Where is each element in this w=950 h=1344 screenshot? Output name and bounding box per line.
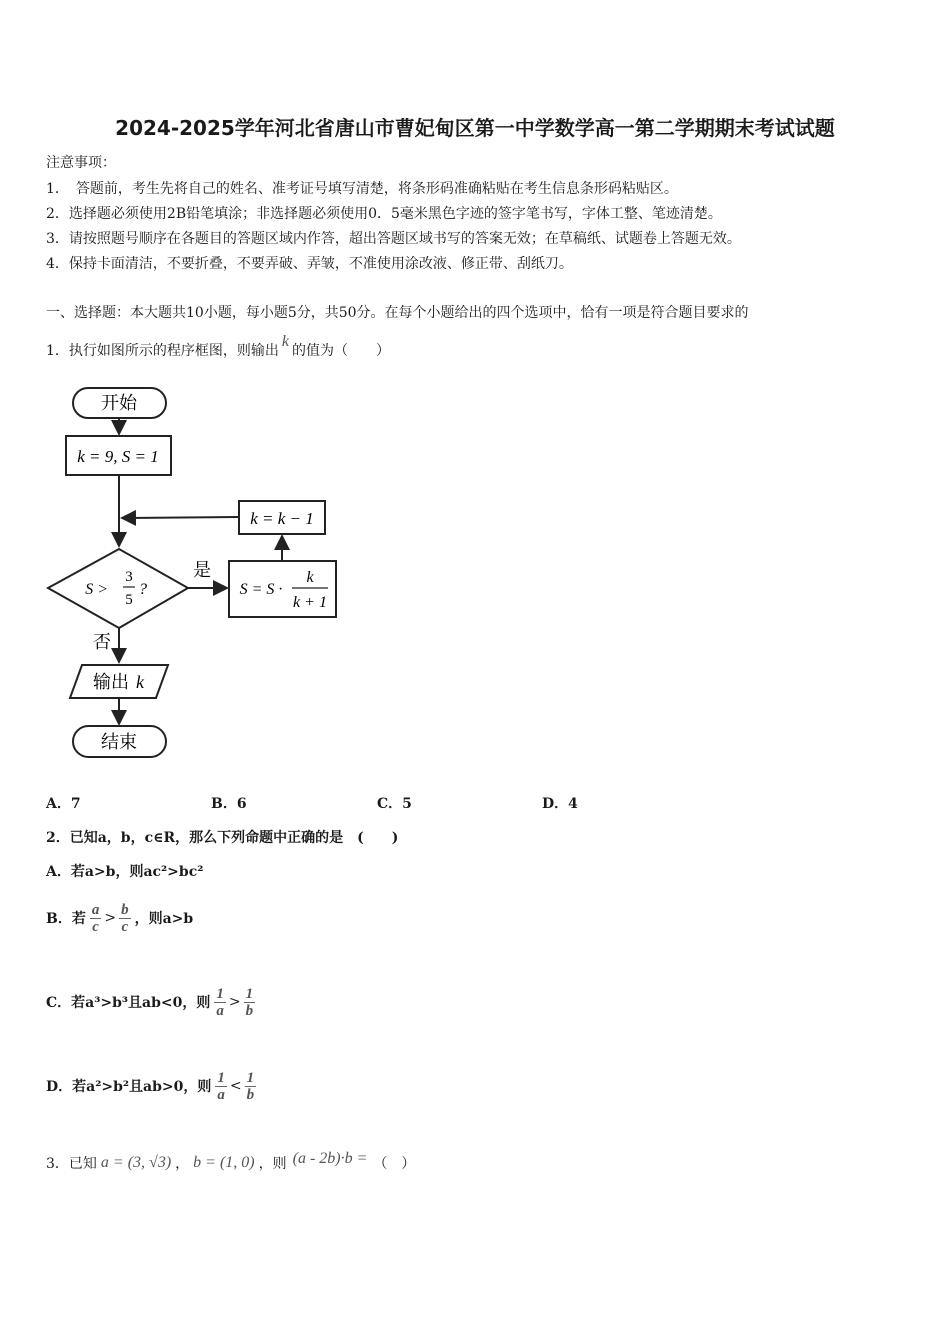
q3-sep: ，则: [258, 1156, 287, 1172]
flowchart: [40, 378, 350, 768]
question-2-stem: 2．已知a，b，c∈R，那么下列命题中正确的是 ( ): [46, 830, 399, 846]
flow-init-label: k = 9, S = 1: [77, 447, 159, 466]
notice-item: 3．请按照题号顺序在各题目的答题区域内作答，超出答题区域书写的答案无效；在草稿纸、试题卷上答题无效。: [46, 231, 741, 247]
operator: <: [229, 1078, 242, 1094]
denominator: a: [216, 1002, 224, 1019]
option-text: B．若: [46, 911, 86, 927]
q3-prefix: 3．已知: [46, 1156, 97, 1172]
flow-update-label: k = k − 1: [250, 509, 314, 528]
flow-cond-num: 3: [125, 569, 133, 585]
option-label: A．: [46, 796, 71, 812]
q1-option-a[interactable]: [46, 793, 81, 813]
option-text: ，则a>b: [134, 911, 194, 927]
denominator: a: [217, 1086, 225, 1103]
option-text: D．若a²>b²且ab>0，则: [46, 1079, 212, 1095]
q1-option-d[interactable]: [542, 793, 578, 813]
fraction: [215, 1070, 227, 1103]
q1-prefix: 1．执行如图所示的程序框图，则输出: [46, 343, 279, 359]
flow-end-label: 结束: [101, 732, 137, 752]
numerator: 1: [217, 1069, 225, 1086]
flow-yes-label: 是: [193, 560, 211, 580]
q2-option-b[interactable]: [46, 896, 193, 940]
numerator: b: [121, 901, 129, 918]
flow-cond-den: 5: [125, 592, 133, 608]
denominator: c: [121, 918, 129, 935]
option-value: 6: [236, 796, 247, 812]
section-heading: 一、选择题：本大题共10小题，每小题5分，共50分。在每个小题给出的四个选项中，恰有一项是符合题目要求的: [46, 305, 749, 321]
q2-option-a[interactable]: A．若a>b，则ac²>bc²: [46, 864, 204, 880]
flow-start-label: 开始: [101, 393, 137, 413]
option-label: B．: [211, 796, 237, 812]
numerator: 1: [245, 985, 254, 1002]
option-value: 5: [402, 796, 412, 812]
q3-suffix: （ ）: [373, 1156, 416, 1172]
q3-sep: ，: [175, 1156, 190, 1172]
flow-cond-q: ?: [139, 581, 147, 598]
numerator: 1: [216, 985, 224, 1002]
operator: >: [228, 994, 241, 1010]
q3-a-expr: a = (3, √3): [100, 1154, 172, 1171]
flow-output-var: k: [136, 672, 144, 692]
q2-option-d[interactable]: [46, 1064, 256, 1108]
option-value: 4: [568, 796, 578, 812]
q1-suffix: 的值为（ ）: [292, 343, 391, 359]
denominator: c: [92, 918, 99, 935]
numerator: a: [91, 901, 100, 918]
question-3-stem: [46, 1148, 415, 1178]
q3-expr: (a - 2b)·b =: [292, 1150, 368, 1167]
flow-output-label: 输出: [93, 672, 129, 692]
page-title: 2024-2025学年河北省唐山市曹妃甸区第一中学数学高一第二学期期末考试试题: [115, 116, 835, 140]
flow-condition-diamond: [48, 549, 188, 628]
denominator: b: [245, 1002, 254, 1019]
q1-option-b[interactable]: [211, 793, 247, 813]
question-1-stem: [46, 333, 391, 360]
operator: >: [104, 910, 117, 926]
fraction: [214, 986, 226, 1019]
notice-item: 1． 答题前，考生先将自己的姓名、准考证号填写清楚，将条形码准确粘贴在考生信息条形码粘贴区。: [46, 181, 678, 197]
option-label: D．: [542, 796, 569, 812]
numerator: 1: [246, 1069, 255, 1086]
flow-assign-den: k + 1: [293, 594, 327, 611]
denominator: b: [246, 1086, 255, 1103]
option-label: C．: [377, 796, 403, 812]
flow-arrow: [122, 517, 239, 518]
fraction: [244, 986, 256, 1019]
notice-heading: 注意事项：: [46, 155, 116, 171]
notice-item: 4．保持卡面清洁，不要折叠，不要弄破、弄皱，不准使用涂改液、修正带、刮纸刀。: [46, 256, 573, 272]
flow-assign-num: k: [306, 569, 314, 586]
q1-option-c[interactable]: [377, 793, 412, 813]
flow-cond-lhs: S >: [85, 581, 108, 598]
option-text: C．若a³>b³且ab<0，则: [46, 995, 211, 1011]
fraction: [90, 902, 102, 935]
flow-assign-lhs: S = S ·: [239, 581, 283, 598]
q2-option-c[interactable]: [46, 980, 255, 1024]
notice-item: 2．选择题必须使用2B铅笔填涂；非选择题必须使用0．5毫米黑色字迹的签字笔书写，字体工整、笔迹清楚。: [46, 206, 722, 222]
flow-no-label: 否: [93, 632, 111, 652]
fraction: [245, 1070, 257, 1103]
q3-b-expr: b = (1, 0): [193, 1154, 255, 1171]
q1-var: k: [281, 333, 290, 350]
fraction: [119, 902, 131, 935]
option-value: 7: [70, 796, 81, 812]
